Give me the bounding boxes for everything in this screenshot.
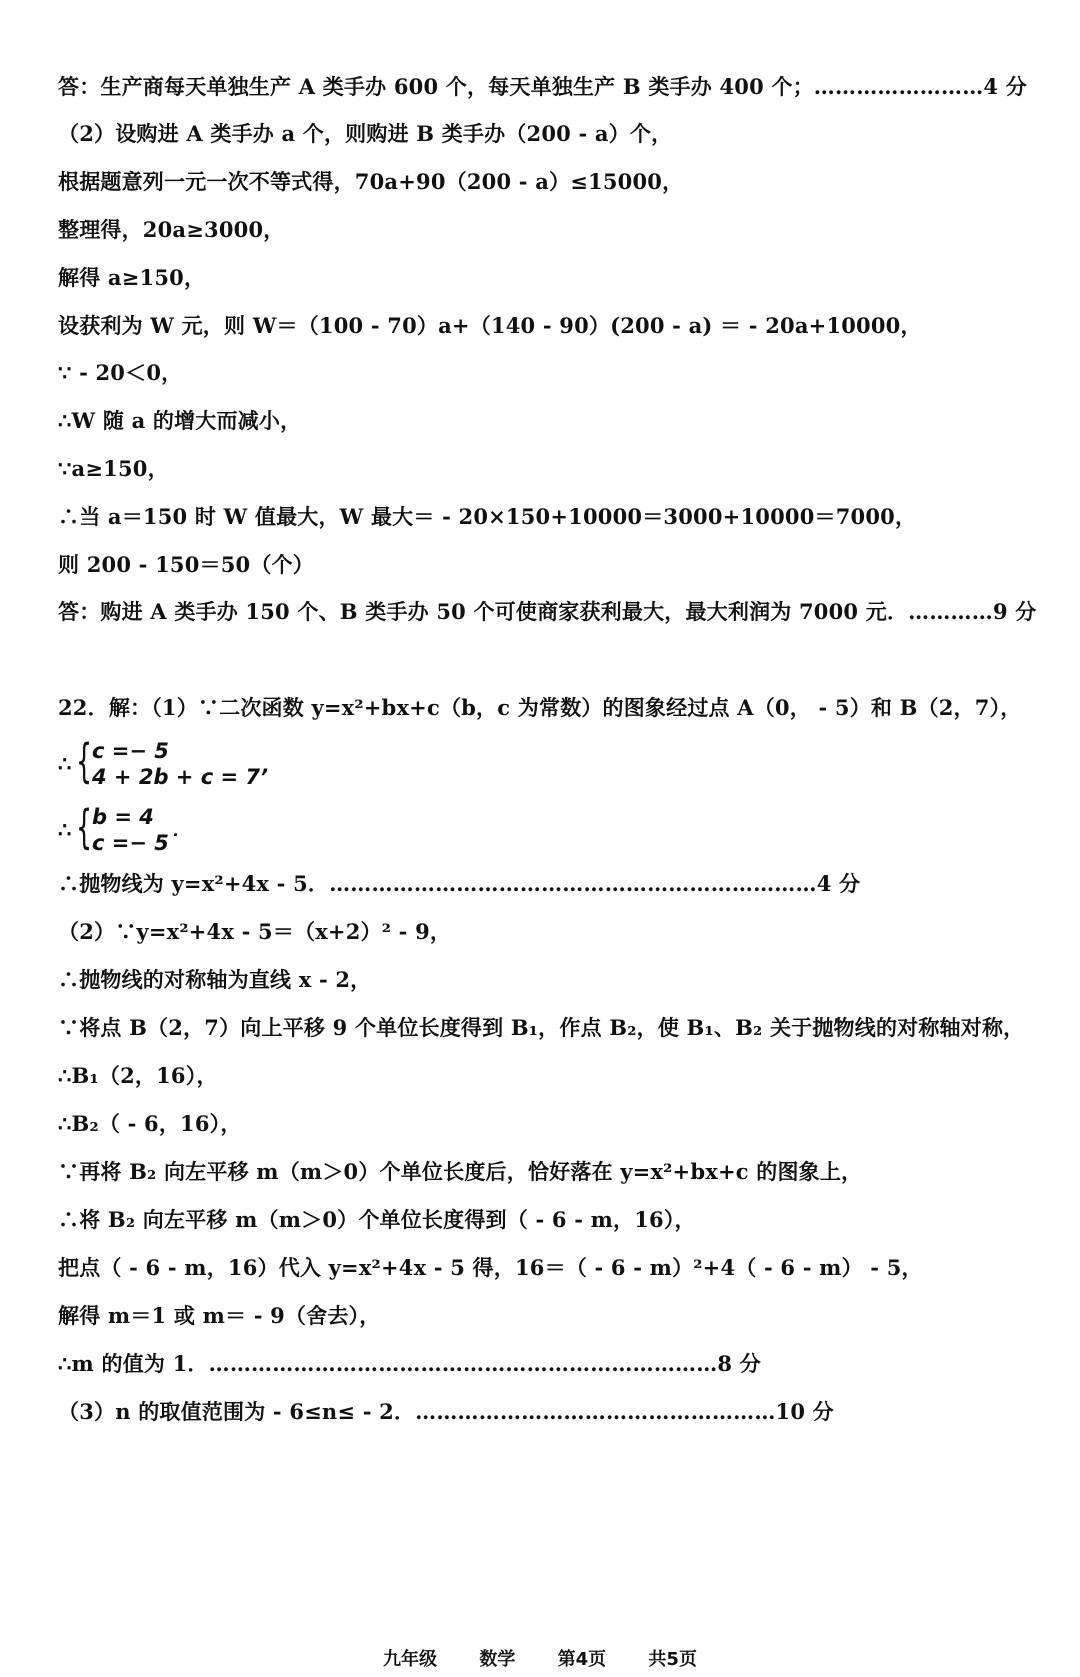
- system2-equation-2: c =− 5˙: [92, 831, 180, 855]
- because-a-line: ∵a≥150，: [58, 456, 169, 481]
- axis-line: ∴抛物线的对称轴为直线 x - 2，: [58, 967, 372, 992]
- because-negative-line: ∵ - 20＜0，: [58, 360, 183, 385]
- range-n-line: （3）n 的取值范围为 - 6≤n≤ - 2．……………………………………………10 分: [58, 1399, 834, 1424]
- system2-equation-1: b = 4: [92, 805, 154, 829]
- substitute-line: 把点（ - 6 - m，16）代入 y=x²+4x - 5 得，16＝（ - 6 - m）²+4（ - 6 - m） - 5，: [58, 1255, 923, 1280]
- answer-line-part1: 答：生产商每天单独生产 A 类手办 600 个，每天单独生产 B 类手办 400 个；……………………4 分: [58, 74, 1027, 99]
- b2-line: ∴B₂（ - 6，16），: [58, 1111, 242, 1136]
- footer-grade: 九年级: [383, 1649, 438, 1670]
- brace-icon: {: [76, 734, 93, 788]
- brace-icon: {: [76, 800, 93, 854]
- b1-line: ∴B₁（2，16），: [58, 1063, 218, 1088]
- final-answer-part1: 答：购进 A 类手办 150 个、B 类手办 50 个可使商家获利最大，最大利润为 7000 元．…………9 分: [58, 599, 1037, 624]
- translate-line: ∵将点 B（2，7）向上平移 9 个单位长度得到 B₁，作点 B₂，使 B₁、B₂ 关于抛物线的对称轴对称，: [58, 1015, 1025, 1040]
- solve-m-line: 解得 m＝1 或 m＝ - 9（舍去），: [58, 1303, 381, 1328]
- q22-intro: 22．解：（1）∵二次函数 y=x²+bx+c（b，c 为常数）的图象经过点 A（0， - 5）和 B（2，7），: [58, 695, 1022, 720]
- shift-result-line: ∴将 B₂ 向左平移 m（m＞0）个单位长度得到（ - 6 - m，16），: [58, 1207, 696, 1232]
- profit-line: 设获利为 W 元，则 W＝（100 - 70）a+（140 - 90）(200 - a) ＝ - 20a+10000，: [58, 313, 922, 338]
- max-value-line: ∴当 a＝150 时 W 值最大，W 最大＝ - 20×150+10000＝3000+10000＝7000，: [58, 504, 917, 529]
- therefore-symbol: ∴: [58, 751, 72, 776]
- then-line: 则 200 - 150＝50（个）: [58, 552, 314, 577]
- therefore-symbol: ∴: [58, 817, 72, 842]
- vertex-form-line: （2）∵y=x²+4x - 5＝（x+2）² - 9，: [58, 919, 452, 944]
- decreasing-line: ∴W 随 a 的增大而减小，: [58, 408, 302, 433]
- page-footer: [0, 1645, 1080, 1671]
- simplify-line: 整理得，20a≥3000，: [58, 217, 285, 242]
- footer-subject: 数学: [479, 1649, 516, 1670]
- q2-intro: （2）设购进 A 类手办 a 个，则购进 B 类手办（200 - a）个，: [58, 121, 673, 146]
- footer-page-number: 第4页: [557, 1649, 607, 1670]
- parabola-line: ∴抛物线为 y=x²+4x - 5．……………………………………………………………4 分: [58, 871, 861, 896]
- shift-left-line: ∵再将 B₂ 向左平移 m（m＞0）个单位长度后，恰好落在 y=x²+bx+c 的图象上，: [58, 1159, 863, 1184]
- m-value-line: ∴m 的值为 1．………………………………………………………………8 分: [58, 1351, 761, 1376]
- footer-total-pages: 共5页: [648, 1649, 697, 1670]
- solve-line: 解得 a≥150，: [58, 265, 206, 290]
- system1-equation-1: c =− 5: [92, 739, 169, 763]
- inequality-line: 根据题意列一元一次不等式得，70a+90（200 - a）≤15000，: [58, 169, 684, 194]
- system1-equation-2: 4 + 2b + c = 7’: [92, 765, 268, 789]
